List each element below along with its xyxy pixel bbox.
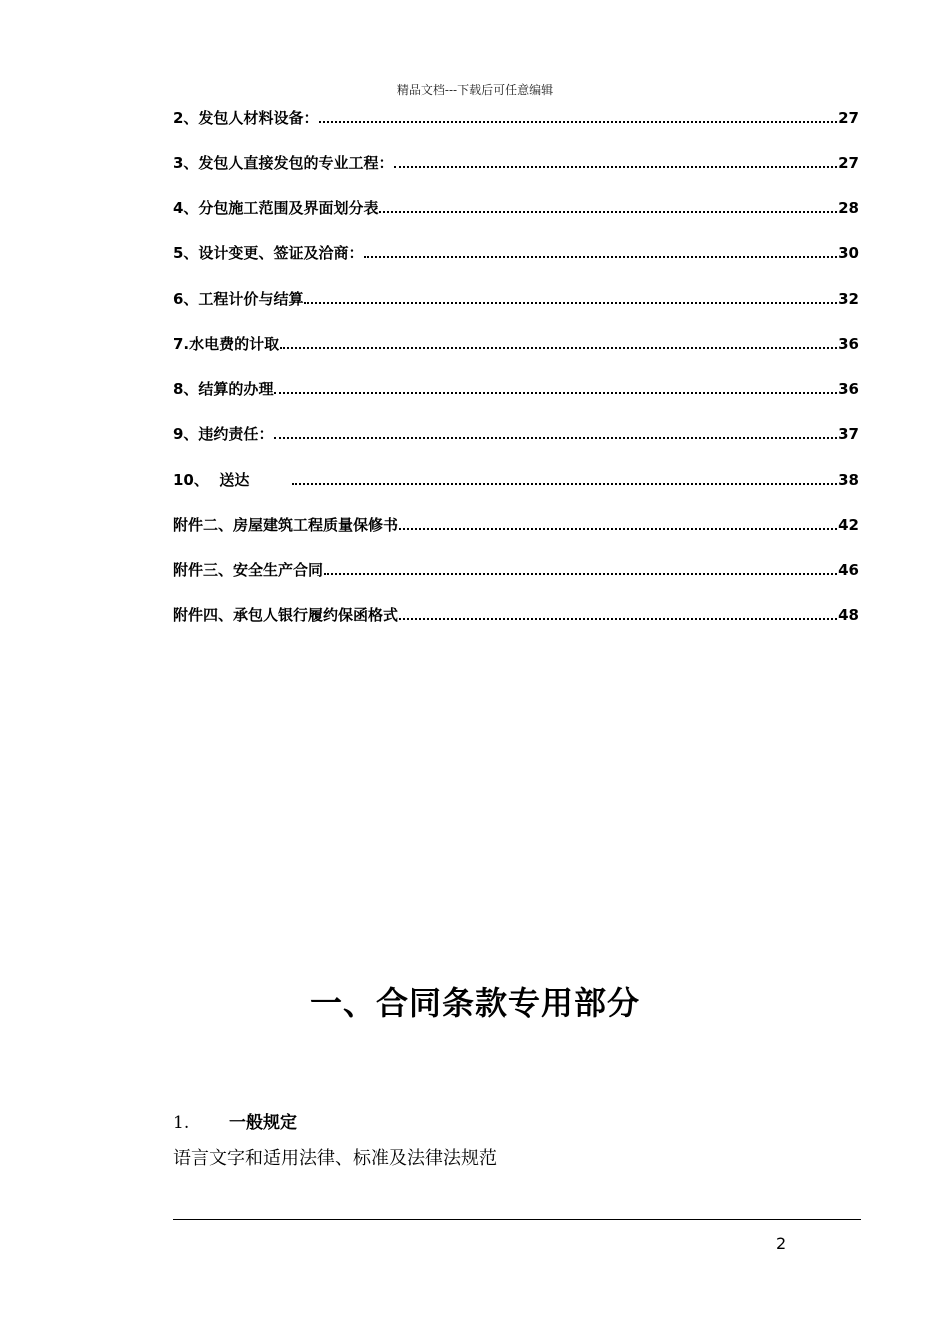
toc-entry-page: 30 bbox=[838, 244, 859, 262]
toc-dot-leader bbox=[399, 528, 837, 530]
header-note: 精品文档---下载后可任意编辑 bbox=[396, 83, 554, 97]
toc-dot-leader bbox=[274, 392, 837, 394]
toc-entry-page: 36 bbox=[838, 380, 859, 398]
toc-entry-title: 4、分包施工范围及界面划分表 bbox=[173, 199, 379, 217]
toc-entry-title: 10、 送达 bbox=[173, 471, 292, 489]
toc-entry[interactable] bbox=[173, 376, 859, 398]
toc-entry[interactable] bbox=[173, 512, 859, 534]
toc-dot-leader bbox=[319, 121, 837, 123]
toc-entry-page: 27 bbox=[838, 154, 859, 172]
toc-dot-leader bbox=[304, 302, 837, 304]
toc-entry-title: 2、发包人材料设备： bbox=[173, 109, 319, 127]
toc-dot-leader bbox=[399, 618, 837, 620]
toc-entry[interactable] bbox=[173, 286, 859, 308]
toc-entry-page: 32 bbox=[838, 290, 859, 308]
toc-dot-leader bbox=[292, 483, 837, 485]
toc-entry-page: 48 bbox=[838, 606, 859, 624]
toc-dot-leader bbox=[379, 211, 837, 213]
toc-entry-page: 38 bbox=[838, 471, 859, 489]
toc-dot-leader bbox=[324, 573, 837, 575]
footer-divider bbox=[173, 1219, 861, 1220]
toc-entry-title: 6、工程计价与结算 bbox=[173, 290, 304, 308]
toc-entry[interactable] bbox=[173, 602, 859, 624]
toc-entry-page: 37 bbox=[838, 425, 859, 443]
toc-entry[interactable] bbox=[173, 105, 859, 127]
toc-entry-page: 27 bbox=[838, 109, 859, 127]
toc-entry-page: 46 bbox=[838, 561, 859, 579]
toc-entry-title: 附件二、房屋建筑工程质量保修书 bbox=[173, 516, 399, 534]
toc-entry-title: 7.水电费的计取 bbox=[173, 335, 280, 353]
toc-entry-title: 3、发包人直接发包的专业工程： bbox=[173, 154, 394, 172]
toc-entry[interactable] bbox=[173, 467, 859, 489]
body-paragraph: 语言文字和适用法律、标准及法律法规范 bbox=[173, 1148, 497, 1169]
toc-dot-leader bbox=[274, 437, 837, 439]
toc-entry-page: 28 bbox=[838, 199, 859, 217]
toc-entry[interactable] bbox=[173, 331, 859, 353]
toc-entry[interactable] bbox=[173, 421, 859, 443]
toc-entry-title: 5、设计变更、签证及洽商： bbox=[173, 244, 364, 262]
toc-entry-title: 8、结算的办理 bbox=[173, 380, 274, 398]
toc-entry-page: 42 bbox=[838, 516, 859, 534]
toc-entry[interactable] bbox=[173, 150, 859, 172]
section-heading: 一、合同条款专用部分 bbox=[309, 984, 640, 1022]
toc-entry-title: 附件四、承包人银行履约保函格式 bbox=[173, 606, 399, 624]
page-number: 2 bbox=[776, 1234, 787, 1253]
toc-entry-page: 36 bbox=[838, 335, 859, 353]
toc-entry-title: 附件三、安全生产合同 bbox=[173, 561, 324, 579]
toc-dot-leader bbox=[364, 256, 837, 258]
toc-entry-title: 9、违约责任： bbox=[173, 425, 274, 443]
subsection-title: 一般规定 bbox=[229, 1113, 297, 1133]
toc-dot-leader bbox=[280, 347, 837, 349]
toc-entry[interactable] bbox=[173, 195, 859, 217]
toc-entry[interactable] bbox=[173, 557, 859, 579]
toc-entry[interactable] bbox=[173, 240, 859, 262]
toc-dot-leader bbox=[394, 166, 837, 168]
subsection-number: 1. bbox=[173, 1113, 190, 1133]
subsection-heading bbox=[173, 1108, 297, 1133]
